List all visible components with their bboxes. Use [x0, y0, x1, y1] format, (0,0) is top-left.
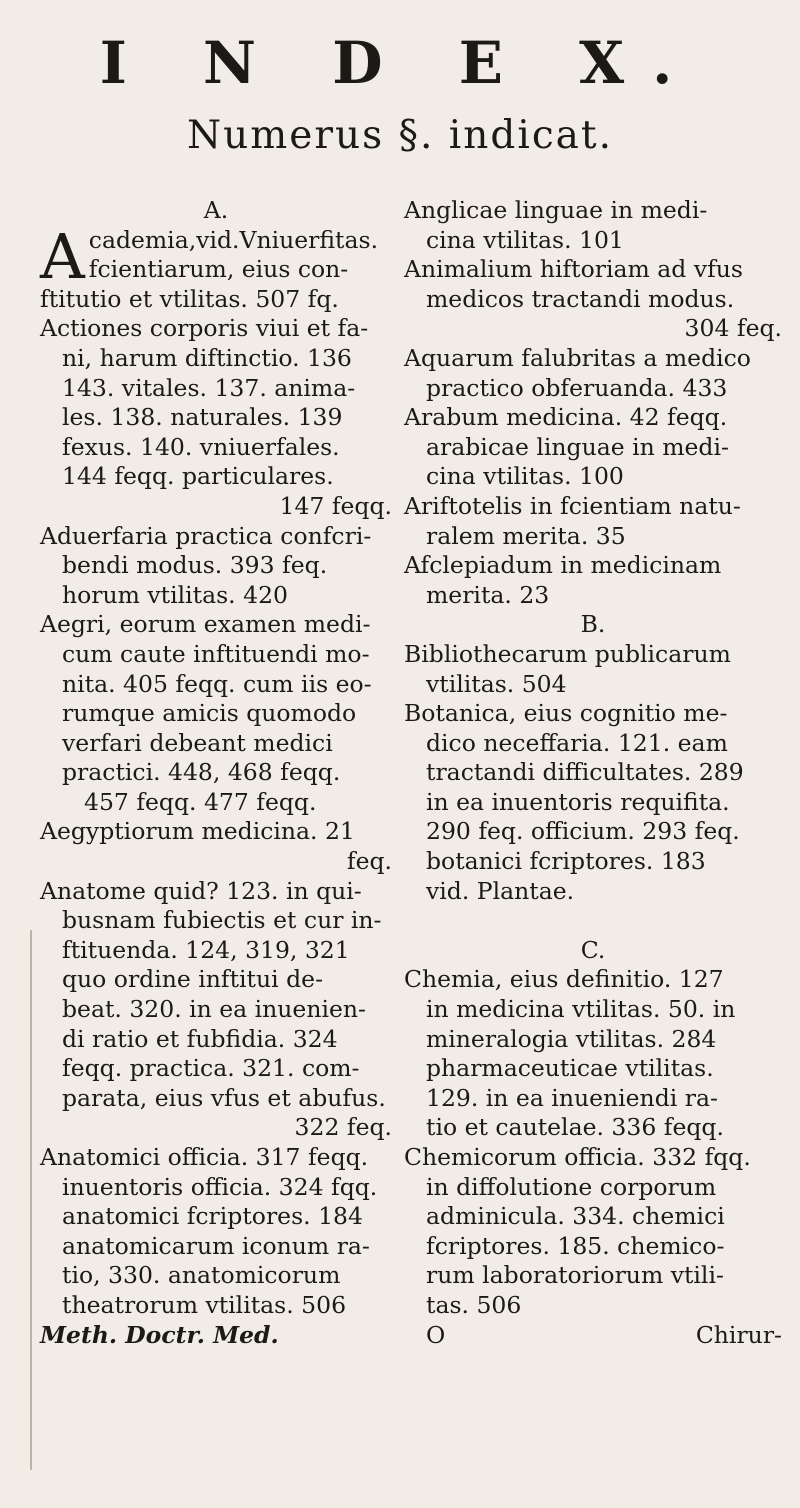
index-line: Chemicorum officia. 332 fqq. — [404, 1143, 751, 1171]
index-line: in ea inuentoris requifita. — [426, 787, 730, 816]
index-line: Anatome quid? 123. in qui- — [40, 876, 362, 905]
index-line: ftitutio et vtilitas. 507 fq. — [40, 284, 339, 313]
index-line: mineralogia vtilitas. 284 — [426, 1024, 717, 1053]
index-line: vtilitas. 504 — [426, 669, 567, 698]
index-line: ftituenda. 124, 319, 321 — [62, 935, 350, 964]
index-line: 457 feqq. 477 feqq. — [84, 787, 317, 816]
index-line: busnam fubiectis et cur in- — [62, 906, 382, 935]
section-heading-c: C. — [580, 935, 606, 964]
signature-mark: O — [426, 1320, 446, 1349]
index-line: tractandi difficultates. 289 — [426, 758, 744, 787]
index-line: fexus. 140. vniuerfales. — [62, 432, 340, 461]
index-line: feq. — [346, 847, 392, 876]
section-heading-b: B. — [580, 610, 606, 639]
drop-cap: A — [40, 219, 85, 293]
index-line: 290 feq. officium. 293 feq. — [426, 817, 740, 846]
index-line: 143. vitales. 137. anima- — [62, 373, 356, 402]
index-line: arabicae linguae in medi- — [426, 432, 729, 461]
index-line: Animalium hiftoriam ad vfus — [404, 255, 743, 284]
index-line: anatomici fcriptores. 184 — [62, 1202, 363, 1231]
page-footer-title: Meth. Doctr. Med. — [40, 1320, 279, 1349]
index-line: di ratio et fubfidia. 324 — [62, 1024, 338, 1053]
index-line: rumque amicis quomodo — [62, 699, 357, 728]
page-title: I N D E X. — [99, 29, 701, 97]
right-column — [404, 196, 782, 1350]
index-line: cina vtilitas. 100 — [426, 462, 624, 491]
index-line: ni, harum diftinctio. 136 — [62, 343, 352, 372]
index-line: in medicina vtilitas. 50. in — [426, 995, 736, 1024]
index-line: Aegyptiorum medicina. 21 — [40, 817, 355, 846]
index-line: feqq. practica. 321. com- — [62, 1054, 360, 1083]
index-line: Anatomici officia. 317 feqq. — [40, 1143, 369, 1171]
index-line: merita. 23 — [426, 580, 550, 609]
page-subtitle: Numerus §. indicat. — [187, 113, 613, 158]
index-line: dico neceffaria. 121. eam — [426, 728, 728, 757]
index-line: cademia,vid.Vniuerfitas. — [88, 225, 379, 254]
catchword: Chirur- — [695, 1320, 782, 1349]
index-line: rum laboratoriorum vtili- — [426, 1261, 724, 1290]
index-line: medicos tractandi modus. — [426, 284, 735, 313]
index-line: inuentoris officia. 324 fqq. — [62, 1172, 378, 1201]
index-line: beat. 320. in ea inuenien- — [62, 995, 366, 1024]
index-line: Afclepiadum in medicinam — [404, 551, 722, 580]
index-line: ralem merita. 35 — [426, 521, 626, 550]
index-line: practico obferuanda. 433 — [426, 373, 728, 402]
index-line: Ariftotelis in fcientiam natu- — [404, 491, 741, 520]
index-line: tio, 330. anatomicorum — [62, 1261, 341, 1290]
index-line: 144 feqq. particulares. — [62, 462, 334, 491]
index-line: pharmaceuticae vtilitas. — [426, 1054, 714, 1083]
index-line: Arabum medicina. 42 feqq. — [404, 403, 728, 432]
index-line: quo ordine inftitui de- — [62, 965, 324, 994]
index-line: cum caute inftituendi mo- — [62, 639, 370, 668]
index-line: anatomicarum iconum ra- — [62, 1231, 370, 1260]
index-line: verfari debeant medici — [62, 728, 333, 757]
index-line: tio et cautelae. 336 feqq. — [426, 1113, 724, 1142]
spacer — [404, 906, 782, 936]
index-line: Aduerfaria practica confcri- — [40, 521, 372, 550]
index-line: Chemia, eius definitio. 127 — [404, 965, 724, 994]
index-line: Botanica, eius cognitio me- — [404, 699, 728, 728]
index-line: Anglicae linguae in medi- — [404, 196, 708, 224]
index-line: 147 feqq. — [279, 491, 392, 520]
index-line: nita. 405 feqq. cum iis eo- — [62, 669, 372, 698]
left-column — [40, 196, 392, 1350]
entry-academia — [40, 219, 392, 315]
index-line: horum vtilitas. 420 — [62, 580, 288, 609]
page-footer — [404, 1321, 782, 1351]
index-line: vid. Plantae. — [426, 876, 575, 905]
margin-rule — [30, 930, 32, 1470]
section-heading-a: A. — [203, 196, 229, 224]
index-line: 322 feq. — [294, 1113, 392, 1142]
index-line: Bibliothecarum publicarum — [404, 639, 731, 668]
index-line: bendi modus. 393 feq. — [62, 551, 328, 580]
index-line: fcientiarum, eius con- — [88, 255, 349, 284]
index-line: botanici fcriptores. 183 — [426, 847, 706, 876]
index-line: tas. 506 — [426, 1290, 522, 1319]
index-line: cina vtilitas. 101 — [426, 225, 624, 254]
index-line: Aegri, eorum examen medi- — [40, 610, 371, 639]
index-line: fcriptores. 185. chemico- — [426, 1231, 725, 1260]
index-line: parata, eius vfus et abufus. — [62, 1083, 386, 1112]
index-line: 304 feq. — [684, 314, 782, 343]
index-line: 129. in ea inueniendi ra- — [426, 1083, 718, 1112]
index-line: theatrorum vtilitas. 506 — [62, 1290, 347, 1319]
index-line: Actiones corporis viui et fa- — [40, 314, 369, 343]
index-line: in diffolutione corporum — [426, 1172, 717, 1201]
index-line: les. 138. naturales. 139 — [62, 403, 343, 432]
index-line: adminicula. 334. chemici — [426, 1202, 725, 1231]
index-line: Aquarum falubritas a medico — [404, 343, 751, 372]
index-line: practici. 448, 468 feqq. — [62, 758, 341, 787]
